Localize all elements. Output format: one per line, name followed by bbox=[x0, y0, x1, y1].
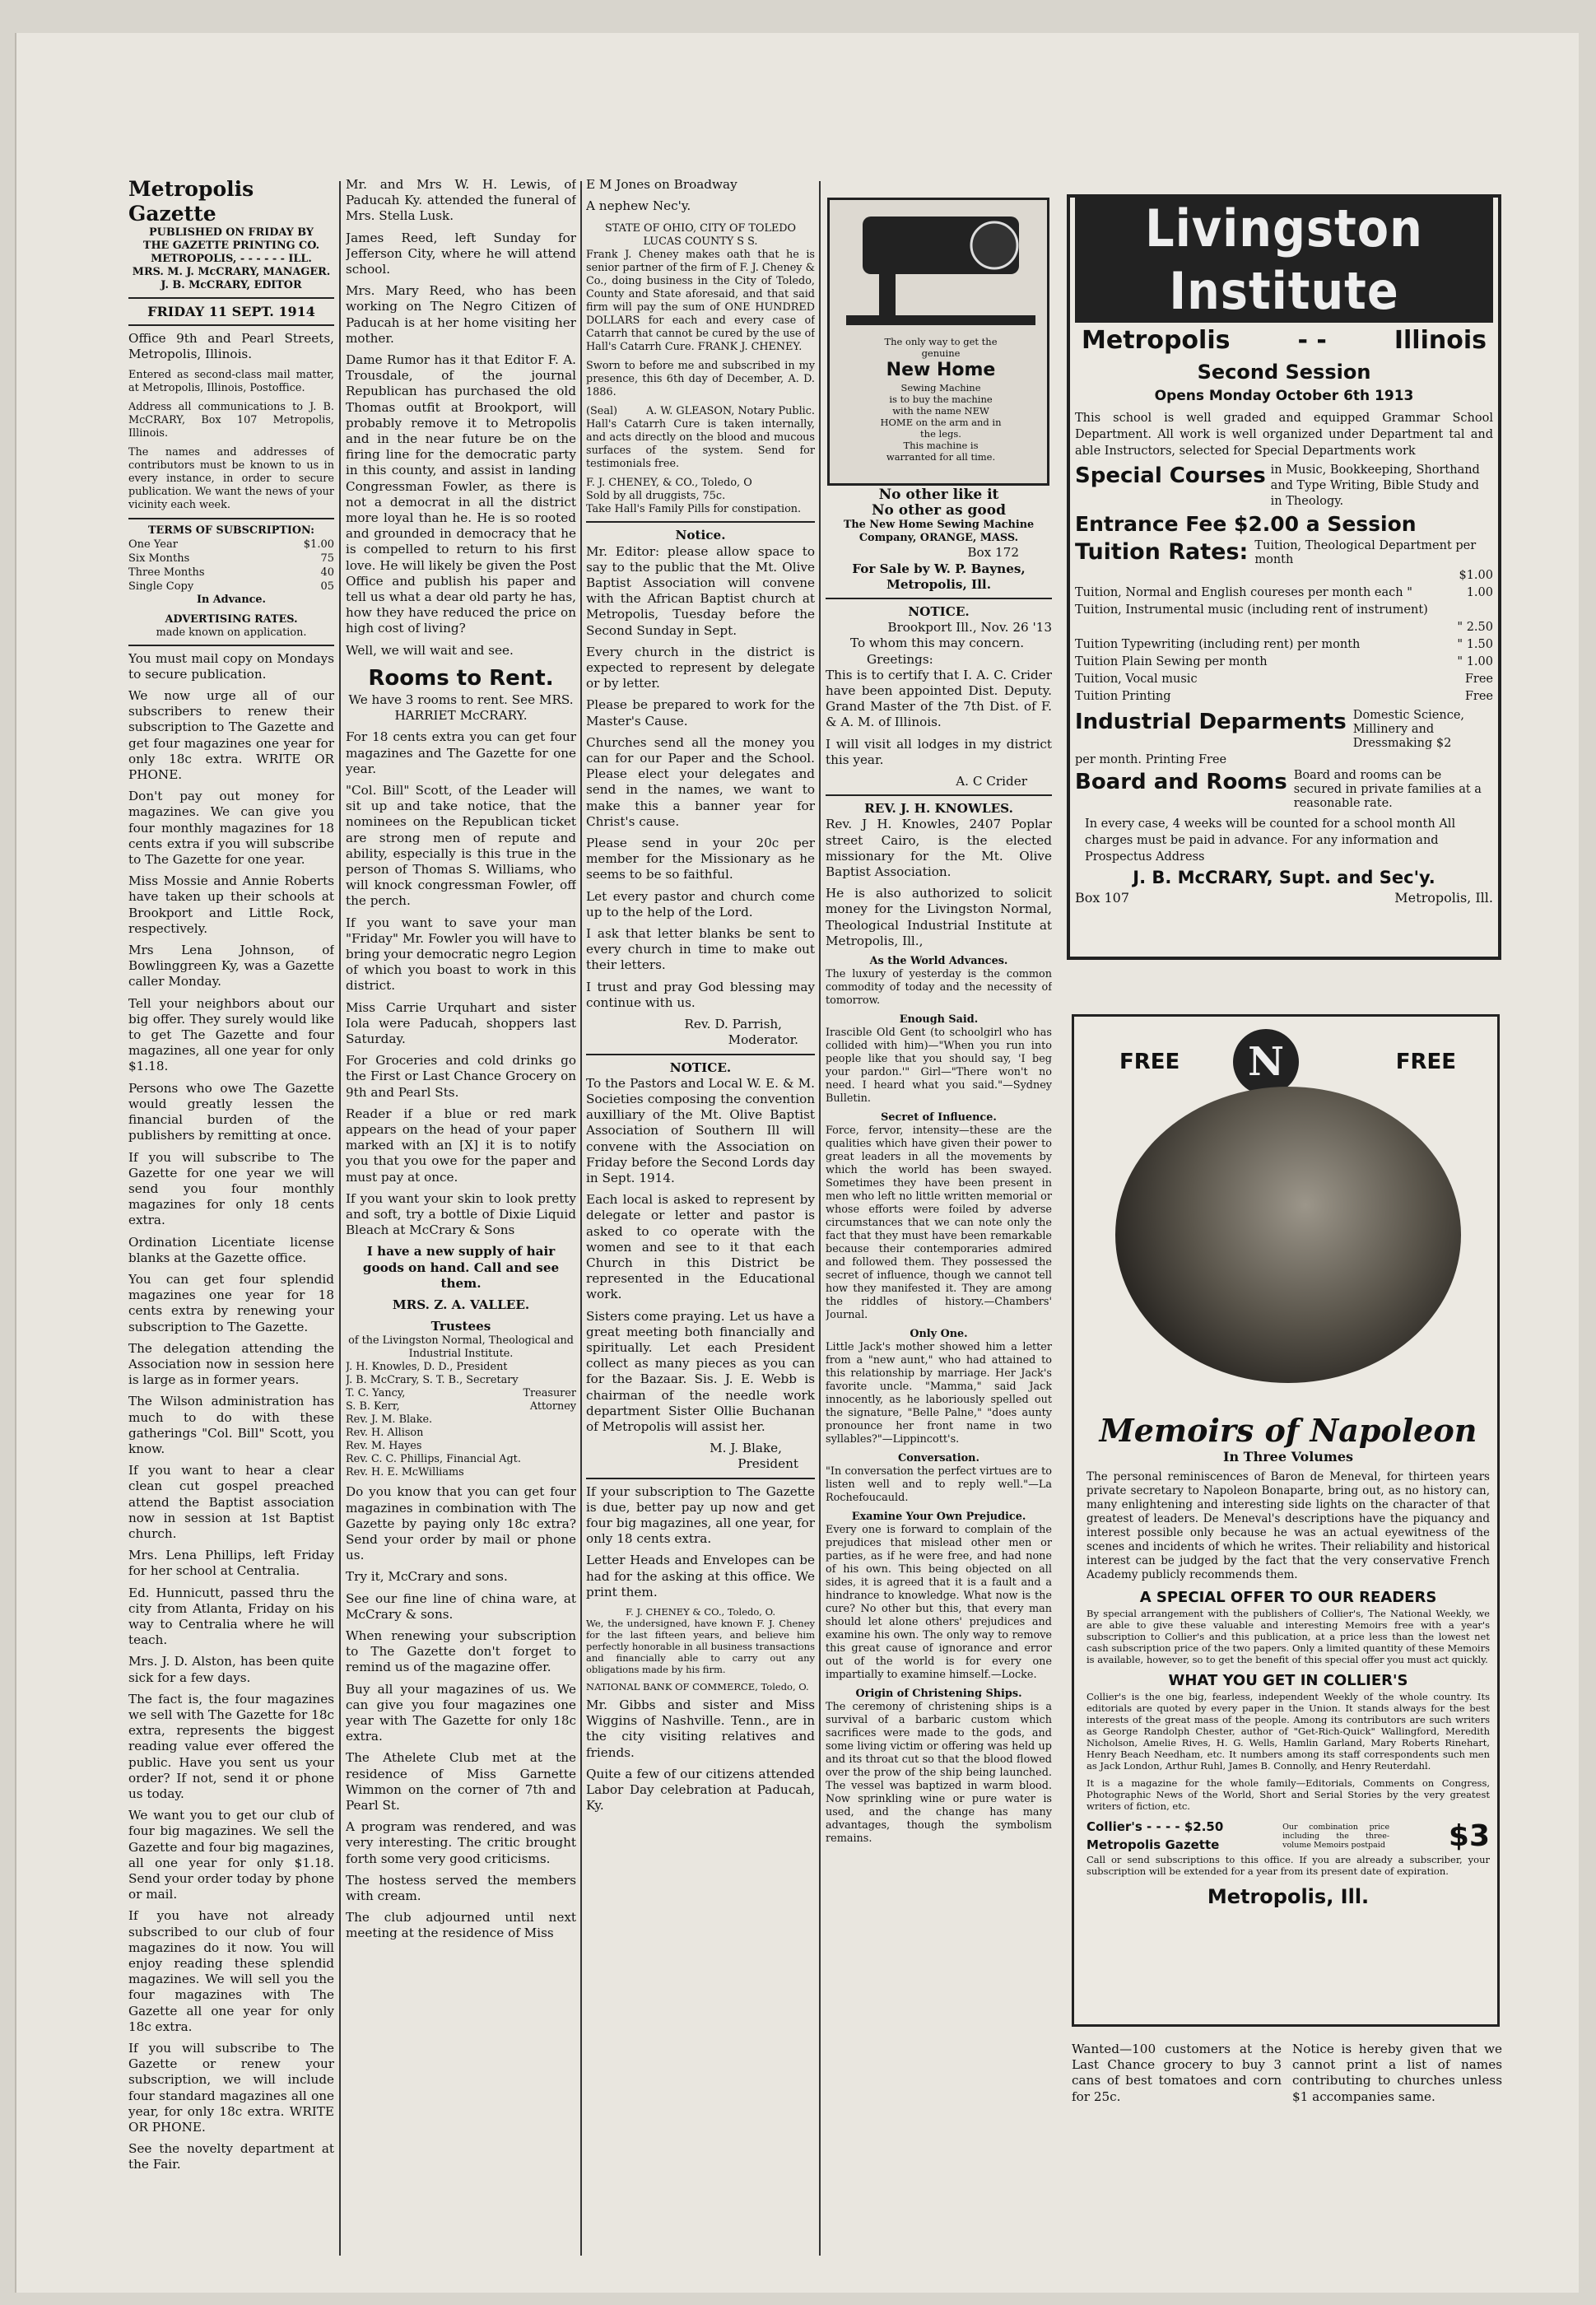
news-item: Mr. Gibbs and sister and Miss Wiggins of Nashville. Tenn., are in the city visiting relatives and friends. bbox=[586, 1697, 815, 1760]
news-item: Reader if a blue or red mark appears on the head of your paper marked with an [X] it is to notify you that you owe for the paper and must pay at once. bbox=[346, 1106, 576, 1185]
notice-signature: M. J. Blake, bbox=[710, 1441, 782, 1456]
news-item: The Athelete Club met at the residence of Miss Garnette Wimmon on the corner of 7th and Pearl St. bbox=[346, 1750, 576, 1814]
miscellany-body: The luxury of yesterday is the common commodity of today and the necessity of tomorrow. bbox=[826, 968, 1052, 1008]
column-4-miscellany bbox=[826, 955, 1052, 1846]
combination-price: Collier's - - - - $2.50 Metropolis Gazette Our combination price including the three-volume Memoirs postpaid $3 bbox=[1086, 1818, 1490, 1853]
news-item: Mrs Lena Johnson, of Bowlinggreen Ky, was a Gazette caller Monday. bbox=[128, 943, 334, 990]
notice-paragraph: Please be prepared to work for the Master's Cause. bbox=[586, 697, 815, 729]
news-item: The fact is, the four magazines we sell with The Gazette for 18c extra, represents the biggest reading value ever offered the public. Have you sent us your order? If not, send it or phone us today. bbox=[128, 1691, 334, 1802]
notice-paragraph: Please send in your 20c per member for the Missionary as he seems to be so faithful. bbox=[586, 836, 815, 882]
sewing-machine-icon bbox=[830, 200, 1047, 332]
subscribe-note: Call or send subscriptions to this office. If you are already a subscriber, your subscription will be extended for a year from its present date of expiration. bbox=[1086, 1854, 1490, 1877]
divider bbox=[826, 598, 1052, 599]
rooms-to-rent-body: We have 3 rooms to rent. See MRS. HARRIET McCRARY. bbox=[348, 692, 574, 724]
napoleon-title: Memoirs of Napoleon bbox=[1099, 1412, 1477, 1449]
divider bbox=[128, 645, 334, 646]
livingston-description: This school is well graded and equipped Grammar School Department. All work is well organized under Department tal and able Instructors, selected for Special Departments work bbox=[1075, 412, 1493, 458]
news-item: You can get four splendid magazines one year for 18 cents extra by renewing your subscription to The Gazette. bbox=[128, 1271, 334, 1334]
news-item: The Wilson administration has much to do with these gatherings "Col. Bill" Scott, you know. bbox=[128, 1394, 334, 1456]
news-item: The delegation attending the Association now in session here is large as in former years. bbox=[128, 1340, 334, 1388]
miscellany-heading: Secret of Influence. bbox=[881, 1111, 997, 1125]
livingston-title: Livingston Institute bbox=[1075, 198, 1493, 323]
tuition-row: Tuition, Vocal music Free bbox=[1075, 673, 1493, 686]
tuition-row: Tuition Typewriting (including rent) per month " 1.50 bbox=[1075, 638, 1493, 651]
news-item: Do you know that you can get four magazines in combination with The Gazette by paying only 18c extra? Send your order by mail or phone us. bbox=[346, 1484, 576, 1563]
trustees-title: Trustees bbox=[430, 1319, 491, 1334]
tuition-row: " 2.50 bbox=[1457, 621, 1493, 634]
industrial-departments: Industrial Deparments Domestic Science, Millinery and Dressmaking $2 bbox=[1075, 709, 1465, 750]
napoleon-text bbox=[1086, 1412, 1490, 1911]
machine-slogan: No other as good bbox=[872, 502, 1006, 519]
news-item: Mrs. Lena Phillips, left Friday for her school at Centralia. bbox=[128, 1548, 334, 1579]
cheney-testimonial: F. J. CHENEY & CO., Toledo, O. We, the undersigned, have known F. J. Cheney for the last fifteen years, and believe him perfectly honorable in all business transactions and financially able to carry out any obligations made by his firm. NATIONAL BANK OF COMMERCE, Toledo, O. bbox=[586, 1606, 815, 1693]
napoleon-portrait bbox=[1115, 1087, 1461, 1383]
divider bbox=[128, 324, 334, 326]
news-item: Try it, McCrary and sons. bbox=[346, 1569, 508, 1585]
news-item: You must mail copy on Mondays to secure publication. bbox=[128, 650, 334, 682]
notice-title: Notice. bbox=[675, 528, 726, 543]
news-item: A nephew Nec'y. bbox=[586, 198, 691, 214]
trustee-row: T. C. Yancy, Treasurer bbox=[346, 1387, 576, 1400]
news-item: Tell your neighbors about our big offer. They surely would like to get The Gazette and four magazines, all one year for only $1.18. bbox=[128, 995, 334, 1074]
notice-title: NOTICE. bbox=[669, 1059, 732, 1075]
address-notice: Address all communications to J. B. McCRARY, Box 107 Metropolis, Illinois. bbox=[128, 400, 334, 440]
new-home-sewing-machine-ad bbox=[827, 198, 1049, 486]
machine-slogan: No other like it bbox=[878, 487, 999, 503]
advertising-sub: made known on application. bbox=[156, 626, 307, 639]
news-item: See our fine line of china ware, at McCrary & sons. bbox=[346, 1590, 576, 1622]
trustee-row: Rev. J. M. Blake. bbox=[346, 1413, 433, 1427]
notice-paragraph: Let every pastor and church come up to the help of the Lord. bbox=[586, 888, 815, 920]
news-item: Mr. and Mrs W. H. Lewis, of Paducah Ky. attended the funeral of Mrs. Stella Lusk. bbox=[346, 177, 576, 224]
board-and-rooms: Board and Rooms Board and rooms can be secured in private families at a reasonable rate. bbox=[1075, 769, 1482, 810]
column-1 bbox=[128, 177, 334, 2179]
masthead-line: THE GAZETTE PRINTING CO. bbox=[142, 240, 320, 252]
news-item: The hostess served the members with cream. bbox=[346, 1872, 576, 1904]
trustee-row: Rev. H. Allison bbox=[346, 1427, 424, 1440]
news-item: We now urge all of our subscribers to renew their subscription to The Gazette and get four magazines one year for only 18c extra. WRITE OR PHONE. bbox=[128, 688, 334, 783]
crider-greeting: Greetings: bbox=[867, 651, 933, 667]
miscellany-body: "In conversation the perfect virtues are to listen well and to reply well."—La Rochefoucauld. bbox=[826, 1465, 1052, 1505]
news-item: James Reed, left Sunday for Jefferson City, where he will attend school. bbox=[346, 230, 576, 277]
trustee-row: Rev. M. Hayes bbox=[346, 1440, 422, 1453]
notice-paragraph: Sisters come praying. Let us have a great meeting both financially and spiritually. Let each President collect as many pieces as you can for the Bazaar. Sis. J. E. Webb is chairman of the needle work department Sister Ollie Buchanan of Metropolis will assist her. bbox=[586, 1308, 815, 1434]
tuition-table bbox=[1075, 567, 1493, 705]
knowles-body: He is also authorized to solicit money for the Livingston Normal, Theological Industrial Institute at Metropolis, Ill., bbox=[826, 886, 1052, 948]
contributor-notice: The names and addresses of contributors must be known to us in every instance, in order to secure publication. We want the news of your vicinity each week. bbox=[128, 445, 334, 511]
column-rule bbox=[339, 181, 341, 2256]
masthead-title: Metropolis Gazette bbox=[128, 177, 254, 226]
news-item: See the novelty department at the Fair. bbox=[128, 2141, 334, 2172]
column-rule bbox=[580, 181, 582, 2256]
crider-notice-title: NOTICE. bbox=[908, 604, 970, 620]
crider-visit: I will visit all lodges in my district this year. bbox=[826, 736, 1052, 767]
masthead-line: METROPOLIS, - - - - - - ILL. bbox=[151, 253, 312, 265]
entry-notice: Entered as second-class mail matter, at Metropolis, Illinois, Postoffice. bbox=[128, 368, 334, 394]
free-label: FREE bbox=[1119, 1050, 1180, 1074]
machine-company: The New Home Sewing Machine Company, ORANGE, MASS. bbox=[843, 519, 1035, 545]
notice-body bbox=[586, 544, 815, 1011]
news-item: We want you to get our club of four big magazines. We sell the Gazette and four big magazines, all one year for only $1.18. Send your order today by phone or mail. bbox=[128, 1808, 334, 1902]
napoleon-description: The personal reminiscences of Baron de Meneval, for thirteen years private secretary to Napoleon Bonaparte, bring out, as no history can, many enlightening and interesting side lights on the character of that greatest of leaders. De Meneval's descriptions have the piquancy and interest possible only because he was an actual eyewitness of the scenes and incidents of which he writes. Their reliability and historical interest can be judged by the fact that the very conservative French Academy publicly recommends them. bbox=[1086, 1470, 1490, 1581]
rooms-to-rent-title: Rooms to Rent. bbox=[368, 665, 554, 691]
machine-dealer: For Sale by W. P. Baynes, bbox=[852, 561, 1026, 576]
machine-city: Metropolis, Ill. bbox=[886, 576, 991, 592]
napoleon-city: Metropolis, Ill. bbox=[1207, 1885, 1370, 1908]
livingston-supt: J. B. McCRARY, Supt. and Sec'y. bbox=[1133, 868, 1435, 887]
issue-date: FRIDAY 11 SEPT. 1914 bbox=[147, 304, 315, 319]
divider bbox=[128, 518, 334, 519]
terms-advance: In Advance. bbox=[196, 593, 267, 606]
miscellany-body: Force, fervor, intensity—these are the qualities which have given their power to great leaders in all the movements by which the world has been swayed. Sometimes they have been present in men who left no little written memorial or whose efforts were foiled by adverse circumstances that we can note only the fact that they must have been remarkable because their contemporaries admired and followed them. They possessed the secret of influence, though we cannot tell how they manifested it. They are among the riddles of history.—Chambers' Journal. bbox=[826, 1125, 1052, 1322]
news-item: Mrs. J. D. Alston, has been quite sick for a few days. bbox=[128, 1654, 334, 1685]
notice-paragraph: To the Pastors and Local W. E. & M. Societies composing the convention auxilliary of the Mt. Olive Baptist Association of Southern Ill will convene with the Association on Friday before the Second Lords day in Sept. 1914. bbox=[586, 1075, 815, 1185]
news-item: Well, we will wait and see. bbox=[346, 642, 514, 658]
notice-signature-title: Moderator. bbox=[728, 1032, 798, 1048]
livingston-location: Metropolis - - Illinois bbox=[1082, 326, 1487, 355]
column-2 bbox=[346, 177, 576, 1948]
news-item: Ed. Hunnicutt, passed thru the city from Atlanta, Friday on his way to Centralia where he will teach. bbox=[128, 1585, 334, 1648]
office-address: Office 9th and Pearl Streets, Metropolis, Illinois. bbox=[128, 331, 334, 362]
news-item: Miss Carrie Urquhart and sister Iola were Paducah, shoppers last Saturday. bbox=[346, 999, 576, 1046]
trustees-list bbox=[346, 1361, 576, 1479]
news-item: Don't pay out money for magazines. We can give you four monthly magazines for 18 cents extra if you will subscribe to The Gazette for one year. bbox=[128, 789, 334, 868]
column-2-items bbox=[346, 729, 576, 1238]
news-item: If you will subscribe to The Gazette for one year we will send you four monthly magazines for only 18 cents extra. bbox=[128, 1149, 334, 1228]
trustee-row: S. B. Kerr, Attorney bbox=[346, 1400, 576, 1413]
masthead-line: PUBLISHED ON FRIDAY BY bbox=[149, 226, 314, 239]
divider bbox=[586, 1054, 815, 1055]
printing-note: per month. Printing Free bbox=[1075, 753, 1227, 766]
news-item: Quite a few of our citizens attended Labor Day celebration at Paducah, Ky. bbox=[586, 1766, 815, 1814]
news-item: Letter Heads and Envelopes can be had for the asking at this office. We print them. bbox=[586, 1553, 815, 1600]
special-offer-title: A SPECIAL OFFER TO OUR READERS bbox=[1139, 1589, 1437, 1606]
crider-date: Brookport Ill., Nov. 26 '13 bbox=[887, 620, 1052, 636]
divider bbox=[128, 297, 334, 299]
colliers-body: Collier's is the one big, fearless, independent Weekly of the whole country. Its editorials are quoted by every paper in the Union. It stands always for the best interests of the great mass of the people. Among its contributors are such writers as George Randolph Chester, author of "Get-Rich-Quick" Wallingford, Meredith Nicholson, Amelie Rives, H. G. Wells, Hamlin Garland, Mary Roberts Rinehart, Henry Beach Needham, etc. It numbers among its staff correspondents such men as Jack London, Arthur Ruhl, James B. Connolly, and Henry Reuterdahl. bbox=[1086, 1691, 1490, 1772]
news-item: If you want to save your man "Friday" Mr. Fowler you will have to bring your democratic negro Legion of which you boast to work in this district. bbox=[346, 915, 576, 994]
news-item: If you will subscribe to The Gazette or renew your subscription, we will include four standard magazines all one year, for only 18c extra. WRITE OR PHONE. bbox=[128, 2041, 334, 2135]
tuition-row: Tuition Printing Free bbox=[1075, 690, 1493, 703]
miscellany-body: Irascible Old Gent (to schoolgirl who has collided with him)—"When you run into people like that you should say, 'I beg your pardon.'" Girl—"There won't no need. I heard what you said."—Sydney Bulletin. bbox=[826, 1027, 1052, 1106]
knowles-body: Rev. J H. Knowles, 2407 Poplar street Cairo, is the elected missionary for the Mt. Olive Baptist Association. bbox=[826, 817, 1052, 880]
news-item: If you want to hear a clear clean cut gospel preached attend the Baptist association now in session at 1st Baptist church. bbox=[128, 1463, 334, 1541]
sewing-machine-text: The only way to get the genuine New Home Sewing Machine is to buy the machine with the name NEW HOME on the arm and in the legs. This machine is warranted for all time. bbox=[880, 336, 1002, 463]
news-item: When renewing your subscription to The Gazette don't forget to remind us of the magazine offer. bbox=[346, 1628, 576, 1675]
masthead-line: J. B. McCRARY, EDITOR bbox=[161, 279, 302, 291]
notice-paragraph: Every church in the district is expected to represent by delegate or by letter. bbox=[586, 644, 815, 692]
trustee-row: Rev. C. C. Phillips, Financial Agt. bbox=[346, 1453, 521, 1466]
column-rule bbox=[819, 181, 821, 2256]
news-item: If your subscription to The Gazette is due, better pay up now and get four big magazines, all one year, for only 18 cents extra. bbox=[586, 1483, 815, 1547]
divider bbox=[586, 1478, 815, 1479]
entrance-fee: Entrance Fee $2.00 a Session bbox=[1075, 512, 1417, 536]
napoleon-emblem: N bbox=[1233, 1029, 1299, 1095]
trustees-subtitle: of the Livingston Normal, Theological and Industrial Institute. bbox=[348, 1334, 574, 1361]
news-item: Buy all your magazines of us. We can give you four magazines one year with The Gazette for only 18c extra. bbox=[346, 1681, 576, 1744]
miscellany-heading: Examine Your Own Prejudice. bbox=[851, 1511, 1026, 1524]
notice-paragraph: I trust and pray God blessing may continue with us. bbox=[586, 979, 815, 1010]
news-item: Mrs. Mary Reed, who has been working on The Negro Citizen of Paducah is at her home visiting her mother. bbox=[346, 283, 576, 346]
miscellany-heading: As the World Advances. bbox=[869, 955, 1008, 968]
knowles-title: REV. J. H. KNOWLES. bbox=[864, 801, 1013, 817]
napoleon-volumes: In Three Volumes bbox=[1222, 1449, 1354, 1464]
hair-goods-ad: I have a new supply of hair goods on hand. Call and see them. bbox=[362, 1244, 560, 1291]
tuition-row: Tuition, Instrumental music (including rent of instrument) bbox=[1075, 603, 1428, 617]
free-label: FREE bbox=[1395, 1050, 1456, 1074]
special-offer-body: By special arrangement with the publishers of Collier's, The National Weekly, we are able to give these valuable and interesting Memoirs free with a year's subscription to Collier's and this publication, at a price less than the lowest net cash subscription price of the two papers. Only a limited quantity of these Memoirs is available, however, so to get the benefit of this special offer you must act quickly. bbox=[1086, 1608, 1490, 1665]
masthead-line: MRS. M. J. McCRARY, MANAGER. bbox=[132, 266, 331, 278]
wanted-notice: Wanted—100 customers at the Last Chance grocery to buy 3 cans of best tomatoes and corn for 25c. bbox=[1072, 2042, 1282, 2104]
notice-paragraph: Churches send all the money you can for our Paper and the School. Please elect your delegates and send in the names, we want to make this a banner year for Christ's cause. bbox=[586, 734, 815, 829]
notice-paragraph: I ask that letter blanks be sent to every church in time to make out their letters. bbox=[586, 926, 815, 973]
notice-body bbox=[586, 1076, 815, 1435]
livingston-session: Second Session bbox=[1197, 361, 1371, 384]
tuition-row: Tuition Plain Sewing per month " 1.00 bbox=[1075, 655, 1493, 668]
news-item: A program was rendered, and was very interesting. The critic brought forth some very good criticisms. bbox=[346, 1819, 576, 1866]
miscellany-body: Every one is forward to complain of the prejudices that mislead other men or parties, as if he were free, and had none of his own. This being objected on all sides, it is agreed that it is a fault and a hindrance to knowledge. What now is the cure? No other but this, that every man should let alone others' prejudices and examine his own. The only way to remove this great cause of ignorance and error out of the world is for every one impartially to examine himself.—Locke. bbox=[826, 1524, 1052, 1682]
livingston-institute-ad bbox=[1067, 194, 1501, 960]
notice-signature-title: President bbox=[738, 1456, 798, 1472]
news-item: If you want your skin to look pretty and soft, try a bottle of Dixie Liquid Bleach at McCrary & Sons bbox=[346, 1190, 576, 1238]
terms-title: TERMS OF SUBSCRIPTION: bbox=[148, 524, 314, 537]
miscellany-heading: Enough Said. bbox=[899, 1013, 979, 1027]
divider bbox=[586, 521, 815, 523]
machine-box: Box 172 bbox=[967, 545, 1019, 561]
crider-to: To whom this may concern. bbox=[850, 636, 1025, 651]
column-2-items bbox=[346, 177, 576, 659]
news-item: "Col. Bill" Scott, of the Leader will sit up and take notice, that the nominees on the Republican ticket are strong men of repute and ability, especially is this true in the person of Thomas S. Williams, who will knock congressman Fowler, off the perch. bbox=[346, 782, 576, 909]
news-item: Persons who owe The Gazette would greatly lessen the financial burden of the publishers by remitting at once. bbox=[128, 1080, 334, 1143]
colliers-family: It is a magazine for the whole family—Editorials, Comments on Congress, Photographic News of the World, Short and Serial Stories by the very greatest writers of fiction, etc. bbox=[1086, 1777, 1490, 1812]
notice-signature: Rev. D. Parrish, bbox=[684, 1017, 782, 1032]
column-3-items bbox=[586, 1697, 815, 1814]
column-3 bbox=[586, 177, 815, 1819]
crider-body: This is to certify that I. A. C. Crider have been appointed Dist. Deputy. Grand Master of the 7th Dist. of F. & A. M. of Illinois. bbox=[826, 667, 1052, 730]
hair-goods-signature: MRS. Z. A. VALLEE. bbox=[392, 1297, 530, 1312]
colliers-title: WHAT YOU GET IN COLLIER'S bbox=[1168, 1672, 1408, 1689]
special-courses: Special Courses in Music, Bookkeeping, Shorthand and Type Writing, Bible Study and in Theology. bbox=[1075, 463, 1480, 508]
news-item: For Groceries and cold drinks go the First or Last Chance Grocery on 9th and Pearl Sts. bbox=[346, 1053, 576, 1100]
divider bbox=[826, 794, 1052, 796]
tuition-row: Tuition, Normal and English coureses per month each " 1.00 bbox=[1075, 586, 1493, 599]
miscellany-body: The ceremony of christening ships is a survival of a barbaric custom which sacrifices were made to the gods, and some living victim or offering was held up and its throat cut so that the blood flowed over the prow of the ship being launched. The vessel was baptized in warm blood. Now sprinkling wine or pure water is used, and the change has many advantages, though the symbolism remains. bbox=[826, 1701, 1052, 1846]
column-4 bbox=[826, 487, 1052, 1851]
cheney-affidavit: STATE OF OHIO, CITY OF TOLEDO LUCAS COUNTY S S. Frank J. Cheney makes oath that he is senior partner of the firm of F. J. Cheney & Co., doing business in the City of Toledo, County and State aforesaid, and that said firm will pay the sum of ONE HUNDRED DOLLARS for each and every case of Catarrh that cannot be cured by the use of Hall's Catarrh Cure. FRANK J. CHENEY. Sworn to before me and subscribed in my presence, this 6th day of December, A. D. 1886. (Seal) A. W. GLEASON, Notary Public. Hall's Catarrh Cure is taken internally, and acts directly on the blood and mucous surfaces of the system. Send for testimonials free. F. J. CHENEY, & CO., Toledo, O Sold by all druggists, 75c. Take Hall's Family Pills for constipation. bbox=[586, 222, 815, 516]
news-item: Ordination Licentiate license blanks at the Gazette office. bbox=[128, 1234, 334, 1265]
livingston-box: Box 107 Metropolis, Ill. bbox=[1075, 890, 1493, 906]
column-1-items bbox=[128, 651, 334, 2173]
news-item: If you have not already subscribed to our club of four magazines do it now. You will enjoy reading these splendid magazines. We will sell you the four magazines with The Gazette all one year for only 18c extra. bbox=[128, 1908, 334, 2034]
trustee-row: Rev. H. E. McWilliams bbox=[346, 1466, 464, 1479]
column-2-items bbox=[346, 1484, 576, 1941]
column-3-items bbox=[586, 1484, 815, 1600]
crider-signature: A. C Crider bbox=[956, 774, 1027, 789]
notice-paragraph: Each local is asked to represent by delegate or letter and pastor is asked to co operate with the women and see to it that each Church in this District be represented in the Educational work. bbox=[586, 1192, 815, 1302]
news-item: For 18 cents extra you can get four magazines and The Gazette for one year. bbox=[346, 729, 576, 776]
miscellany-body: Little Jack's mother showed him a letter from a "new aunt," who had attained to this relationship by marriage. Her Jack's favorite uncle. "Mamma," said Jack innocently, as he laboriously spelled out the signature, "Belle Palne," "does aunty pronounce her front name in two syllables?"—Lippincott's. bbox=[826, 1341, 1052, 1446]
column-3-items bbox=[586, 177, 815, 214]
terms-table: One Year $1.00 Six Months 75 Three Months 40 Single Copy 05 bbox=[128, 538, 334, 593]
news-item: Dame Rumor has it that Editor F. A. Trousdale, of the journal Republican has purchased the old Thomas outfit at Brookport, will probably remove it to Metropolis and in the near future be on the firing line for the democratic party in this county, and assist in landing Congressman Fowler, as there is not a democrat in all the district more loyal than he. He is so rooted and grounded in democracy that he is compelled to return to his first love. He will likely be given the Post Office and publish his paper and tell us what a dear old party he has, how they have reduced the price on high cost of living? bbox=[346, 352, 576, 636]
church-list-notice: Notice is hereby given that we cannot print a list of names contributing to churches unless $1 accompanies same. bbox=[1292, 2042, 1502, 2104]
tuition-row: $1.00 bbox=[1459, 569, 1493, 582]
miscellany-heading: Conversation. bbox=[898, 1452, 979, 1465]
advertising-title: ADVERTISING RATES. bbox=[165, 612, 298, 626]
miscellany-heading: Origin of Christening Ships. bbox=[855, 1688, 1022, 1701]
notice-paragraph: Mr. Editor: please allow space to say to the public that the Mt. Olive Baptist Association will convene with the African Baptist church at Metropolis, Tuesday before the Second Sunday in Sept. bbox=[586, 543, 815, 638]
news-item: The club adjourned until next meeting at the residence of Miss bbox=[346, 1910, 576, 1941]
news-item: E M Jones on Broadway bbox=[586, 177, 738, 192]
miscellany-heading: Only One. bbox=[910, 1328, 968, 1341]
livingston-info: In every case, 4 weeks will be counted for a school month All charges must be paid in advance. For any information and Prospectus Address bbox=[1085, 817, 1456, 864]
trustee-row: J. B. McCrary, S. T. B., Secretary bbox=[346, 1374, 519, 1387]
news-item: Miss Mossie and Annie Roberts have taken up their schools at Brookport and Little Rock, respectively. bbox=[128, 873, 334, 936]
trustee-row: J. H. Knowles, D. D., President bbox=[346, 1361, 508, 1374]
tuition-header: Tuition Rates: Tuition, Theological Department per month bbox=[1075, 539, 1477, 566]
livingston-opens: Opens Monday October 6th 1913 bbox=[1154, 388, 1414, 404]
